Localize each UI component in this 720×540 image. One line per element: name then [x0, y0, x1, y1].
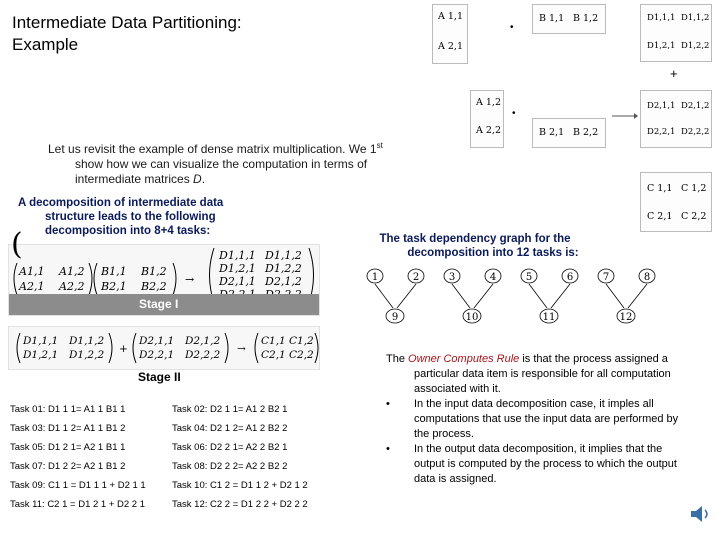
slide-title	[12, 12, 312, 56]
task-row: Task 09: C1 1 = D1 1 1 + D2 1 1 Task 10: C1 2 = D1 1 2 + D2 1 2	[10, 480, 308, 491]
speaker-icon[interactable]	[688, 502, 712, 526]
a21: A2,1	[19, 280, 45, 293]
stage2-matrix-svg	[9, 327, 319, 369]
task-graph-caption: The task dependency graph for the decomposition into 12 tasks is:	[379, 233, 579, 259]
svg-text:4: 4	[489, 272, 497, 283]
task-row: Task 11: C2 1 = D1 2 1 + D2 2 1 Task 12: C2 2 = D1 2 2 + D2 2 2	[10, 499, 308, 510]
b11: B1,1	[101, 265, 127, 278]
svg-text:5: 5	[525, 272, 533, 283]
c-blocks: C 1,1 C 1,2 C 2,1 C 2,2	[640, 172, 712, 232]
svg-text:+: +	[119, 343, 128, 355]
b22: B2,2	[141, 280, 167, 293]
svg-text:D2,2,1: D2,2,1	[139, 349, 175, 361]
a11: A1,1	[19, 265, 45, 278]
svg-text:D2,1,1: D2,1,1	[139, 335, 175, 347]
a-blocks-top: A 1,1 A 2,1	[432, 4, 468, 64]
d112: D1,1,2	[265, 249, 302, 262]
title-line-2: Example	[12, 35, 79, 54]
d111: D1,1,1	[219, 249, 256, 262]
svg-text:C2,2: C2,2	[289, 349, 314, 361]
svg-text:11: 11	[542, 312, 556, 323]
intro-line-1: Let us revisit the example of dense matrix multiplication. We 1	[48, 142, 377, 156]
svg-text:12: 12	[619, 312, 633, 323]
svg-text:C1,1: C1,1	[261, 335, 286, 347]
stage2-label: Stage II	[138, 370, 181, 384]
task-dependency-graph	[360, 262, 660, 328]
svg-text:D1,1,1: D1,1,1	[23, 335, 59, 347]
svg-text:2: 2	[412, 272, 420, 283]
svg-text:1: 1	[371, 272, 379, 283]
d121: D1,2,1	[219, 262, 256, 275]
svg-text:D1,2,1: D1,2,1	[23, 349, 59, 361]
decomposition-text: A decomposition of intermediate data structure leads to the following decomposition into 8+4 tasks:	[18, 197, 224, 237]
a-blocks-bottom: A 1,2 A 2,2	[470, 90, 504, 148]
stage1-equation	[8, 227, 320, 316]
d-blocks-bottom: D2,1,1 D2,1,2 D2,2,1 D2,2,2	[640, 90, 712, 148]
d-blocks-top: D1,1,1 D1,1,2 D1,2,1 D1,2,2	[640, 4, 712, 62]
a22: A2,2	[59, 280, 85, 293]
svg-text:6: 6	[566, 272, 574, 283]
owner-rule-emphasis: Owner Computes Rule	[408, 353, 520, 365]
intro-line-2: show how we can visualize the computation in terms of	[75, 157, 368, 171]
intro-sup: st	[376, 141, 383, 150]
d211: D2,1,1	[219, 275, 256, 288]
task-row: Task 07: D1 2 2= A2 1 B1 2 Task 08: D2 2 2= A2 2 B2 2	[10, 461, 288, 472]
intro-paragraph	[48, 138, 420, 187]
stage1-label: Stage I	[139, 297, 179, 311]
svg-text:9: 9	[391, 312, 399, 323]
svg-text:D1,2,2: D1,2,2	[69, 349, 105, 361]
svg-text:10: 10	[465, 312, 479, 323]
task-row: Task 03: D1 1 2= A1 1 B1 2 Task 04: D2 1 2= A1 2 B2 2	[10, 423, 288, 434]
arrow-icon	[612, 110, 638, 122]
a12: A1,2	[59, 265, 85, 278]
title-line-1: Intermediate Data Partitioning:	[12, 13, 242, 32]
svg-text:D2,2,2: D2,2,2	[185, 349, 221, 361]
b12: B1,2	[141, 265, 167, 278]
b-blocks-top: B 1,1 B 1,2	[532, 4, 606, 34]
svg-text:→: →	[237, 343, 246, 355]
svg-text:C1,2: C1,2	[289, 335, 314, 347]
task-row: Task 05: D1 2 1= A2 1 B1 1 Task 06: D2 2 1= A2 2 B2 1	[10, 442, 288, 453]
svg-text:D2,1,2: D2,1,2	[185, 335, 221, 347]
b-blocks-bottom: B 2,1 B 2,2	[532, 118, 606, 148]
svg-text:C2,1: C2,1	[261, 349, 286, 361]
svg-text:8: 8	[643, 272, 651, 283]
intro-line-3: intermediate matrices D.	[75, 172, 206, 186]
stage2-equation	[8, 326, 320, 370]
svg-text:7: 7	[602, 272, 610, 283]
owner-computes-text: The Owner Computes Rule is that the process assigned a particular data item is responsible for all computation associated with it. • In the input data decomposition case, it imples all computations that use the input data are performed by the process. • In the output data decomposition, it implies that the output is computed by the process to which the output data is assigned.	[386, 353, 679, 485]
task-row: Task 01: D1 1 1= A1 1 B1 1 Task 02: D2 1 1= A1 2 B2 1	[10, 404, 288, 415]
svg-text:(: (	[11, 227, 23, 262]
d212: D2,1,2	[265, 275, 302, 288]
b21: B2,1	[101, 280, 127, 293]
svg-text:3: 3	[448, 272, 456, 283]
stage1-arrow: →	[185, 273, 195, 286]
svg-text:D1,1,2: D1,1,2	[69, 335, 105, 347]
stage1-band	[9, 294, 319, 315]
d122: D1,2,2	[265, 262, 302, 275]
